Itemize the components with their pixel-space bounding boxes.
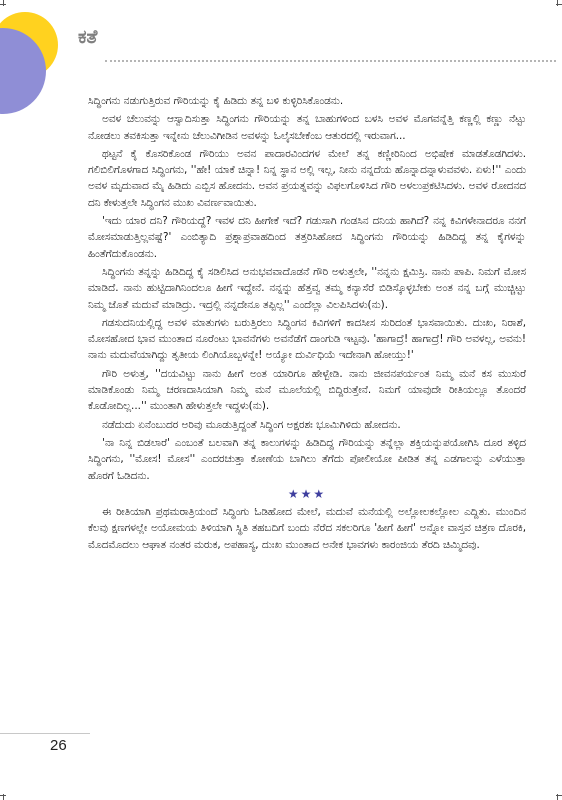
paragraph: ಥಟ್ಟನೆ ಕೈ ಕೊಸರಿಕೊಂಡ ಗೌರಿಯು ಅವನ ಪಾದಾರವಿಂದಗಳ ಮೇಲೆ ತನ್ನ ಕಣ್ಣೀರಿನಿಂದ ಅಭಿಷೇಕ ಮಾಡತೊಡಗಿದಳು. ಗಲಿಬಿಲಿಗೊಳಗಾದ ಸಿದ್ಧಿಂಗನು, ''ಹೇ! ಯಾಕೆ ಚಿನ್ನಾ! ನಿನ್ನ ಸ್ಥಾನ ಅಲ್ಲಿ ಇಲ್ಲ, ನೀನು ನನ್ನದೆಯ ಹೊನ್ನಾದನ್ನಾಳುವವಳು. ಏಳು!'' ಎಂದು ಅವಳ ಮೃದುವಾದ ಮೈ ಹಿಡಿದು ಎಬ್ಬಿಸ ಹೋದನು. ಅವನ ಪ್ರಯತ್ನವನ್ನು ವಿಫಲಗೊಳಿಸಿದ ಗೌರಿ ಅಳಲುಪ್ರಕಟಿಸಿದಳು. ಅವಳ ರೋದನದ ದನಿ ಕೇಳುತ್ತಲೇ ಸಿದ್ಧಿಂಗನ ಮುಖ ವಿವರ್ಣವಾಯಿತು. [88,147,526,209]
paragraph: 'ಇದು ಯಾರ ದನಿ? ಗೌರಿಯದ್ದೆ? ಇವಳ ದನಿ ಹೀಗೇಕೆ ಇದೆ? ಗಡುಸಾಗಿ ಗಂಡಸಿನ ದನಿಯ ಹಾಗಿದೆ? ನನ್ನ ಕಿವಿಗಳೇನಾದರೂ ನನಗೆ ಮೋಸಮಾಡುತ್ತಿಲ್ಲವಷ್ಟೆ?' ಎಂಬಿತ್ಯಾದಿ ಪ್ರಶ್ನಾಪ್ರವಾಹದಿಂದ ತತ್ತರಿಸಿಹೋದ ಸಿದ್ಧಿಂಗನು ಗೌರಿಯನ್ನು ಹಿಡಿದಿದ್ದ ತನ್ನ ಕೈಗಳನ್ನು ಹಿಂತೆಗೆದುಕೊಂಡನು. [88,215,526,260]
crop-mark [0,4,6,5]
paragraph: ಗೌರಿ ಅಳುತ್ತ, ''ದಯವಿಟ್ಟು ನಾನು ಹೀಗೆ ಅಂತ ಯಾರಿಗೂ ಹೇಳ್ಬೇಡಿ. ನಾನು ಜೀವನಪರ್ಯಂತ ನಿಮ್ಮ ಮನೆ ಕಸ ಮುಸುರೆ ಮಾಡಿಕೊಂಡು ನಿಮ್ಮ ಚರಣದಾಸಿಯಾಗಿ ನಿಮ್ಮ ಮನೆ ಮೂಲೆಯಲ್ಲಿ ಬಿದ್ದಿರುತ್ತೇನೆ. ನಿಮಗೆ ಯಾವುದೇ ರೀತಿಯಲ್ಲೂ ತೊಂದರೆ ಕೊಡೋದಿಲ್ಲ...'' ಮುಂತಾಗಿ ಹೇಳುತ್ತಲೇ ಇದ್ದಳು(ನು). [88,367,526,413]
paragraph: ಈ ರೀತಿಯಾಗಿ ಪ್ರಥಮರಾತ್ರಿಯಂದೆ ಸಿದ್ಧಿಂಗು ಓಡಿಹೋದ ಮೇಲೆ, ಮದುವೆ ಮನೆಯಲ್ಲಿ ಅಲ್ಲೋಲಕಲ್ಲೋಲ ಎದ್ದಿತು. ಮುಂದಿನ ಕೆಲವು ಕ್ಷಣಗಳಲ್ಲೇ ಅಯೋಮಯ ತಿಳಿಯಾಗಿ ಸ್ಥಿತಿ ತಹಬದಿಗೆ ಬಂದು ನೆರೆದ ಸಕಲರಿಗೂ 'ಹೀಗೆ ಹೀಗೆ' ಅನ್ನೋ ವಾಸ್ತವ ಚಿತ್ರಣ ದೊರಕಿ, ಮೊದಮೊದಲು ಆಘಾತ ನಂತರ ಮರುಕ, ಅಪಹಾಸ್ಯ, ದುಃಖ ಮುಂತಾದ ಅನೇಕ ಭಾವಗಳು ಕಾರಂಜಿಯ ತೆರದಿ ಚಿಮ್ಮಿದವು. [88,506,526,551]
section-separator: ★★★ [287,486,327,501]
footer-rule [0,733,90,734]
paragraph: ಅವಳ ಚೆಲುವನ್ನು ಆಸ್ವಾದಿಸುತ್ತಾ ಸಿದ್ಧಿಂಗನು ಗೌರಿಯನ್ನು ತನ್ನ ಬಾಹುಗಳಿಂದ ಬಳಸಿ ಅವಳ ಮೊಗವನ್ನೆತ್ತಿ ಕಣ್ಣಲ್ಲಿ ಕಣ್ಣು ನೆಟ್ಟು ನೋಡಲು ತವಕಿಸುತ್ತಾ ಇನ್ನೇನು ಚೆಲುವಿಗೀಡಿನ ಅವಳನ್ನು ಓಲೈಸಬೇಕೆಂಬ ಆತುರದಲ್ಲಿ ಇರುವಾಗ... [88,113,526,142]
paragraph: 'ನಾ ನಿನ್ನ ಬಿಡಲಾರೆ' ಎಂಬಂತೆ ಬಲವಾಗಿ ತನ್ನ ಕಾಲುಗಳನ್ನು ಹಿಡಿದಿದ್ದ ಗೌರಿಯನ್ನು ತನ್ನೆಲ್ಲಾ ಶಕ್ತಿಯನ್ನುಪಯೋಗಿಸಿ ದೂರ ತಳ್ಳಿದ ಸಿದ್ಧಿಂಗನು, ''ಮೋಸ! ಮೋಸ'' ಎಂದರಚುತ್ತಾ ಕೋಣೆಯ ಬಾಗಿಲು ತೆಗೆದು ಪೋಲೀಯೋ ಪೀಡಿತ ತನ್ನ ಎಡಗಾಲನ್ನು ಎಳೆಯುತ್ತಾ ಹೊರಗೆ ಓಡಿದನು. [88,436,526,482]
crop-mark [556,795,562,796]
paragraph: ಸಿದ್ಧಿಂಗನು ತನ್ನನ್ನು ಹಿಡಿದಿದ್ದ ಕೈ ಸಡಿಲಿಸಿದ ಅನುಭವವಾದೊಡನೆ ಗೌರಿ ಅಳುತ್ತಲೇ, ''ನನ್ನನು ಕ್ಷಮಿಸ್ರಿ. ನಾನು ಪಾಪಿ. ನಿಮಗೆ ಮೋಸ ಮಾಡಿದೆ. ನಾನು ಹುಟ್ಟಿದಾಗಿನಿಂದಲೂ ಹೀಗೆ ಇದ್ದೇನೆ. ನನ್ನನ್ನು ಹೆತ್ತವ್ವ ತಮ್ಮ ಕನ್ಯಾಸೆರೆ ಬಿಡಿಸ್ಕೊಳ್ಳಬೇಕು ಅಂತ ನನ್ನ ಬಗ್ಗೆ ಮುಚ್ಚಿಟ್ಟು ನಿಮ್ಮ ಜೊತೆ ಮದುವೆ ಮಾಡಿದ್ರು. ಇದ್ರಲ್ಲಿ ನನ್ನದೇನೂ ತಪ್ಪಿಲ್ಲ'' ಎಂದೆಲ್ಲಾ ವಿಲಪಿಸಿದಳು(ನು). [88,265,526,311]
header-dotted-rule [105,60,556,62]
paragraph: ಸಿದ್ಧಿಂಗನು ನಡುಗುತ್ತಿರುವ ಗೌರಿಯನ್ನು ಕೈ ಹಿಡಿದು ತನ್ನ ಬಳಿ ಕುಳ್ಳಿರಿಸಿಕೊಂಡನು. [88,95,344,107]
section-title: ಕತೆ [78,26,98,48]
crop-mark [556,4,562,5]
story-body [88,93,526,555]
crop-mark [3,0,4,6]
paragraph: ನಡೆದುದು ಏನೆಂಬುದರ ಅರಿವು ಮೂಡುತ್ತಿದ್ದಂತೆ ಸಿದ್ಧಿಂಗ ಅಕ್ಷರಶಃ ಭೂಮಿಗಿಳಿದು ಹೋದನು. [102,418,401,431]
page-number: 26 [50,737,67,754]
crop-mark [557,0,558,6]
paragraph: ಗಡಸುದನಿಯಲ್ಲಿದ್ದ ಅವಳ ಮಾತುಗಳು ಬರುತ್ತಿರಲು ಸಿದ್ಧಿಂಗನ ಕಿವಿಗಳಿಗೆ ಕಾದಸೀಸ ಸುರಿದಂತೆ ಭಾಸವಾಯಿತು. ದುಃಖ, ನಿರಾಶೆ, ಮೋಸಹೋದ ಭಾವ ಮುಂತಾದ ನೂರೆಂಟು ಭಾವನೆಗಳು ಅವನೆಡೆಗೆ ದಾಂಗುಡಿ ಇಟ್ಟವು. 'ಹಾಗಾದ್ರೆ! ಹಾಗಾದ್ರೆ! ಗೌರಿ ಅವಳಲ್ಲ, ಅವನು! ನಾನು ಮದುವೆಯಾಗಿದ್ದು ತೃತೀಯ ಲಿಂಗಿಯೊಬ್ಬಳನ್ನೇ! ಅಯ್ಯೋ ದುರ್ವಿಧಿಯೆ ಇದೇನಾಗಿ ಹೋಯ್ತು!' [88,316,526,362]
crop-mark [0,795,6,796]
